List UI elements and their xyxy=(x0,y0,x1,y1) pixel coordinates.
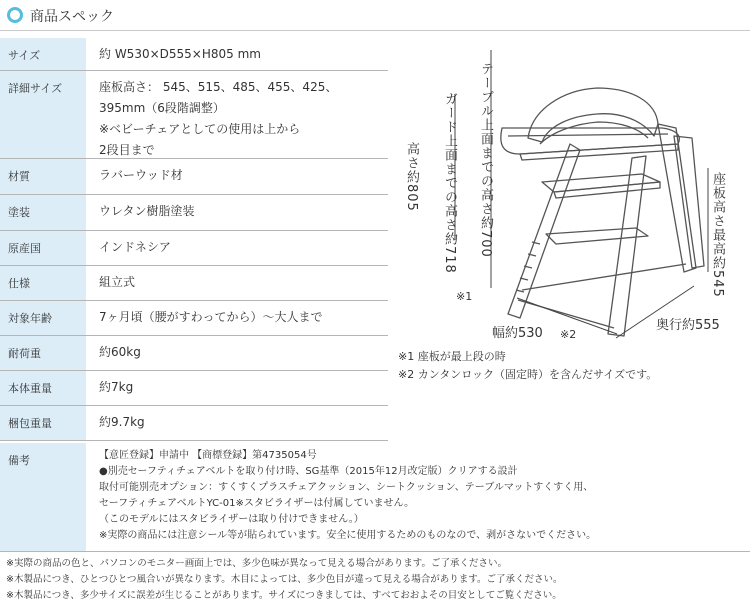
spec-row-material xyxy=(0,159,388,195)
guard-mark: ※1 xyxy=(456,290,473,303)
guard-height-label: ガード上面までの高さ約718 xyxy=(442,92,457,274)
spec-value: ウレタン樹脂塗装 xyxy=(99,204,195,218)
spec-label: 耐荷重 xyxy=(0,336,86,370)
header-divider xyxy=(0,30,750,31)
table-height-label: テーブル上面までの高さ約700 xyxy=(478,62,493,258)
spec-row-size xyxy=(0,38,388,71)
spec-row-build xyxy=(0,266,388,301)
depth-label: 奥行約555 xyxy=(656,318,720,333)
notes-row xyxy=(0,443,750,552)
notes-label: 備考 xyxy=(0,443,86,551)
spec-value: 約 W530×D555×H805 mm xyxy=(99,47,261,61)
spec-value: インドネシア xyxy=(99,240,171,254)
notes-text: 【意匠登録】申請中 【商標登録】第4735054号 ●別売セーフティチェアベルトを取り付け時、SG基準（2015年12月改定版）クリアする設計 取付可能別売オプション：すくすくプラスチェアクッション、シートクッション、テーブルマットすくすく用、 セーフティチェアベルトYC-01※スタビライザーは付属していません。 （このモデルにはスタビライザーは取り付けできません。） ※実際の商品には注意シール等が貼られています。安全に使用するためのものなので、剥がさないでください。 xyxy=(99,450,597,541)
spec-row-package-weight xyxy=(0,406,388,441)
width-mark: ※2 xyxy=(560,328,577,341)
footer-disclaimer: ※実際の商品の色と、パソコンのモニター画面上では、多少色味が異なって見える場合があります。ご了承ください。 ※木製品につき、ひとつひとつ風合いが異なります。木目によっては、多少色目が違って見える場合があります。ご了承ください。 ※木製品につき、多少サイズに誤差が生じることがあります。サイズにつきましては、すべておおよその目安としてご覧ください。 xyxy=(6,558,563,601)
spec-value: 約9.7kg xyxy=(99,415,145,429)
spec-value: 座板高さ： 545、515、485、455、425、 395mm（6段階調整） ※ベビーチェアとしての使用は上から 2段目まで xyxy=(99,80,338,157)
spec-value: 組立式 xyxy=(99,275,136,289)
chair-diagram xyxy=(392,32,750,392)
spec-row-age xyxy=(0,301,388,336)
spec-label: 材質 xyxy=(0,159,86,194)
spec-row-load xyxy=(0,336,388,371)
section-header xyxy=(0,0,750,30)
spec-value: 7ヶ月頃（腰がすわってから）～大人まで xyxy=(99,310,323,324)
spec-value: ラバーウッド材 xyxy=(99,168,183,182)
diagram-note-1: ※1 座板が最上段の時 xyxy=(398,350,506,363)
width-label: 幅約530 xyxy=(492,326,543,341)
spec-label: 原産国 xyxy=(0,231,86,265)
spec-label: 梱包重量 xyxy=(0,406,86,440)
spec-label: 本体重量 xyxy=(0,371,86,405)
spec-row-coating xyxy=(0,195,388,231)
spec-label: 詳細サイズ xyxy=(0,71,86,158)
height-label: 高さ約805 xyxy=(404,142,419,212)
spec-label: 仕様 xyxy=(0,266,86,300)
spec-label: サイズ xyxy=(0,38,86,70)
circle-bullet-icon xyxy=(7,7,23,23)
spec-row-weight xyxy=(0,371,388,406)
seat-height-label: 座板高さ最高約545 xyxy=(710,172,725,298)
spec-row-origin xyxy=(0,231,388,266)
spec-table xyxy=(0,38,388,441)
spec-label: 塗装 xyxy=(0,195,86,230)
diagram-note-2: ※2 カンタンロック（固定時）を含んだサイズです。 xyxy=(398,368,658,381)
section-title: 商品スペック xyxy=(30,9,114,25)
spec-row-detail-size xyxy=(0,71,388,159)
spec-value: 約60kg xyxy=(99,345,141,359)
spec-value: 約7kg xyxy=(99,380,134,394)
spec-label: 対象年齢 xyxy=(0,301,86,335)
